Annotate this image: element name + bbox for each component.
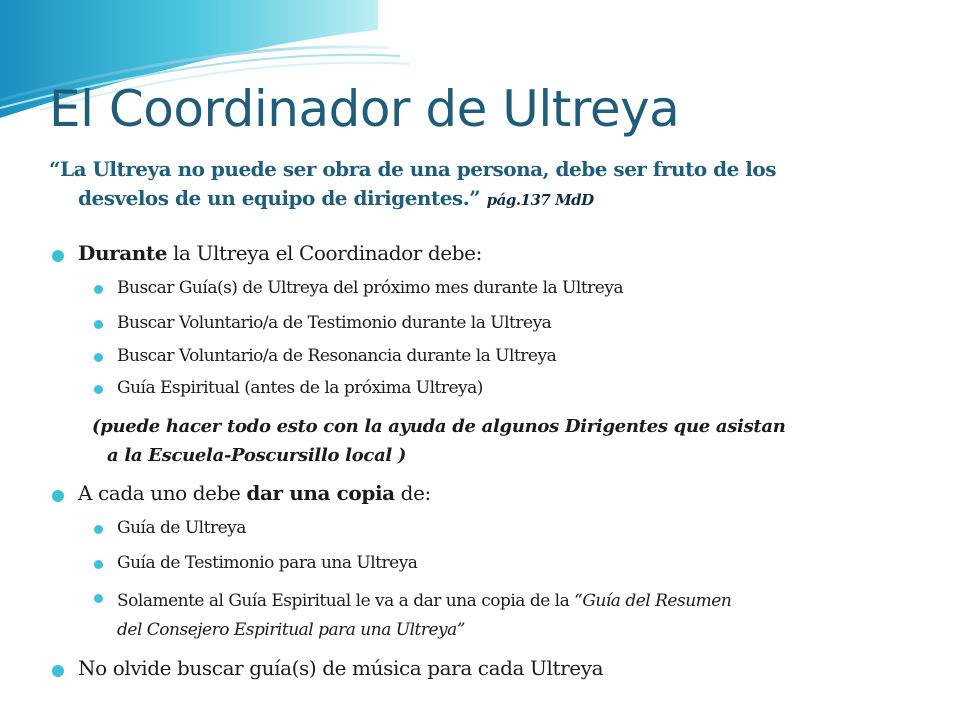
bullet-durante-text: la Ultreya el Coordinador debe: — [167, 241, 482, 265]
sub-item-guia-espiritual-copia — [117, 587, 897, 645]
help-note — [92, 412, 892, 470]
help-note-line-1: (puede hacer todo esto con la ayuda de algunos Dirigentes que asistan — [92, 416, 786, 437]
slide-title: El Coordinador de Ultreya — [49, 80, 680, 138]
sub-item-voluntario-resonancia: Buscar Voluntario/a de Resonancia durante la Ultreya — [117, 346, 557, 366]
sub-item-voluntario-testimonio: Buscar Voluntario/a de Testimonio durante la Ultreya — [117, 313, 552, 333]
help-note-line-2: a la Escuela-Poscursillo local ) — [107, 445, 407, 466]
guia-resumen-title-part-2: del Consejero Espiritual para una Ultreya” — [117, 620, 465, 640]
sub-item-guia-ultreya: Buscar Guía(s) de Ultreya del próximo mes durante la Ultreya — [117, 278, 624, 298]
quote-line-2 — [49, 184, 899, 215]
quote-line-2-text: desvelos de un equipo de dirigentes.” — [78, 186, 481, 210]
bullet-durante-bold: Durante — [78, 241, 168, 265]
quote-line-1: “La Ultreya no puede ser obra de una persona, debe ser fruto de los — [49, 157, 777, 181]
bullet-durante — [78, 241, 482, 265]
guia-resumen-title-part-1: “Guía del Resumen — [574, 591, 732, 611]
bullet-guia-musica: No olvide buscar guía(s) de música para cada Ultreya — [78, 656, 604, 680]
sub-item-guia-testimonio: Guía de Testimonio para una Ultreya — [117, 553, 418, 573]
bullet-dar-copia-after: de: — [394, 481, 431, 505]
bullet-dar-copia-bold: dar una copia — [246, 481, 395, 505]
sub-item-guia-espiritual: Guía Espiritual (antes de la próxima Ultreya) — [117, 378, 483, 398]
sub-item-guia-de-ultreya: Guía de Ultreya — [117, 518, 246, 538]
quote-block — [49, 155, 899, 215]
quote-reference: pág.137 MdD — [486, 191, 594, 209]
bullet-dar-copia — [78, 481, 431, 505]
sub-item-guia-espiritual-copia-text: Solamente al Guía Espiritual le va a dar una copia de la — [117, 591, 575, 611]
bullet-dar-copia-before: A cada uno debe — [78, 481, 247, 505]
